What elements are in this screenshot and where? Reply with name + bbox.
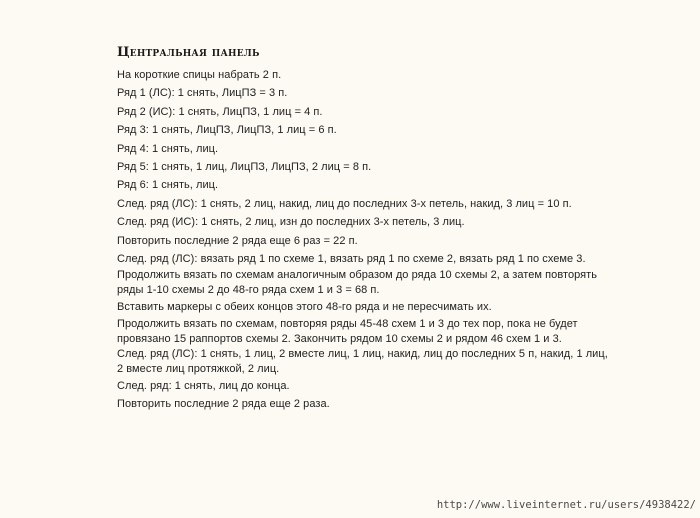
instruction-line-next-charts: След. ряд (ЛС): вязать ряд 1 по схеме 1, вязать ряд 1 по схеме 2, вязать ряд 1 по схеме 3.	[117, 253, 586, 266]
instruction-line-decrease-2: 2 вместе лиц протяжкой, 2 лиц.	[117, 362, 280, 375]
instruction-line-repeat-2: Повторить последние 2 ряда еще 2 раза.	[117, 398, 330, 411]
instruction-line-row-3: Ряд 3: 1 снять, ЛицПЗ, ЛицПЗ, 1 лиц = 6 п.	[117, 124, 337, 137]
instruction-line-next-rs: След. ряд (ЛС): 1 снять, 2 лиц, накид, лиц до последних 3-х петель, накид, 3 лиц = 10 п.	[117, 197, 572, 210]
instruction-paragraph-continue	[117, 268, 687, 298]
instruction-line-decrease-1: След. ряд (ЛС): 1 снять, 1 лиц, 2 вместе лиц, 1 лиц, накид, лиц до последних 5 п, накид, 1 лиц,	[117, 347, 608, 360]
instruction-line-row-2: Ряд 2 (ИС): 1 снять, ЛицПЗ, 1 лиц = 4 п.	[117, 105, 323, 118]
instruction-line-row-4: Ряд 4: 1 снять, лиц.	[117, 142, 219, 155]
instruction-paragraph-decrease	[117, 347, 687, 377]
instruction-line-continue-2: ряды 1-10 схемы 2 до 48-го ряда схем 1 и 3 = 68 п.	[117, 284, 380, 297]
instruction-paragraph-repeats	[117, 317, 687, 347]
instruction-line-repeats-1: Продолжить вязать по схемам, повторяя ряды 45-48 схем 1 и 3 до тех пор, пока не будет	[117, 317, 578, 330]
instruction-line-row-5: Ряд 5: 1 снять, 1 лиц, ЛицПЗ, ЛицПЗ, 2 лиц = 8 п.	[117, 161, 372, 174]
instruction-line-repeat-6: Повторить последние 2 ряда еще 6 раз = 22 п.	[117, 234, 358, 247]
instruction-line-markers: Вставить маркеры с обеих концов этого 48-го ряда и не пересчимать их.	[117, 301, 492, 314]
source-url-watermark: http://www.liveinternet.ru/users/4938422/	[436, 499, 696, 511]
instruction-line-cast-on: На короткие спицы набрать 2 п.	[117, 69, 282, 81]
instruction-line-repeats-2: провязано 15 раппортов схемы 2. Закончить рядом 10 схемы 2 и рядом 46 схем 1 и 3.	[117, 332, 562, 345]
section-title: Центральная панель	[117, 45, 260, 60]
instruction-line-row-6: Ряд 6: 1 снять, лиц.	[117, 179, 219, 192]
instruction-line-knit-to-end: След. ряд: 1 снять, лиц до конца.	[117, 379, 290, 392]
instruction-line-continue-1: Продолжить вязать по схемам аналогичным образом до ряда 10 схемы 2, а затем повторять	[117, 269, 598, 282]
instruction-line-row-1: Ряд 1 (ЛС): 1 снять, ЛицПЗ = 3 п.	[117, 87, 288, 100]
document-content	[117, 44, 687, 414]
instruction-line-next-ws: След. ряд (ИС): 1 снять, 2 лиц, изн до последних 3-х петель, 3 лиц.	[117, 216, 465, 229]
